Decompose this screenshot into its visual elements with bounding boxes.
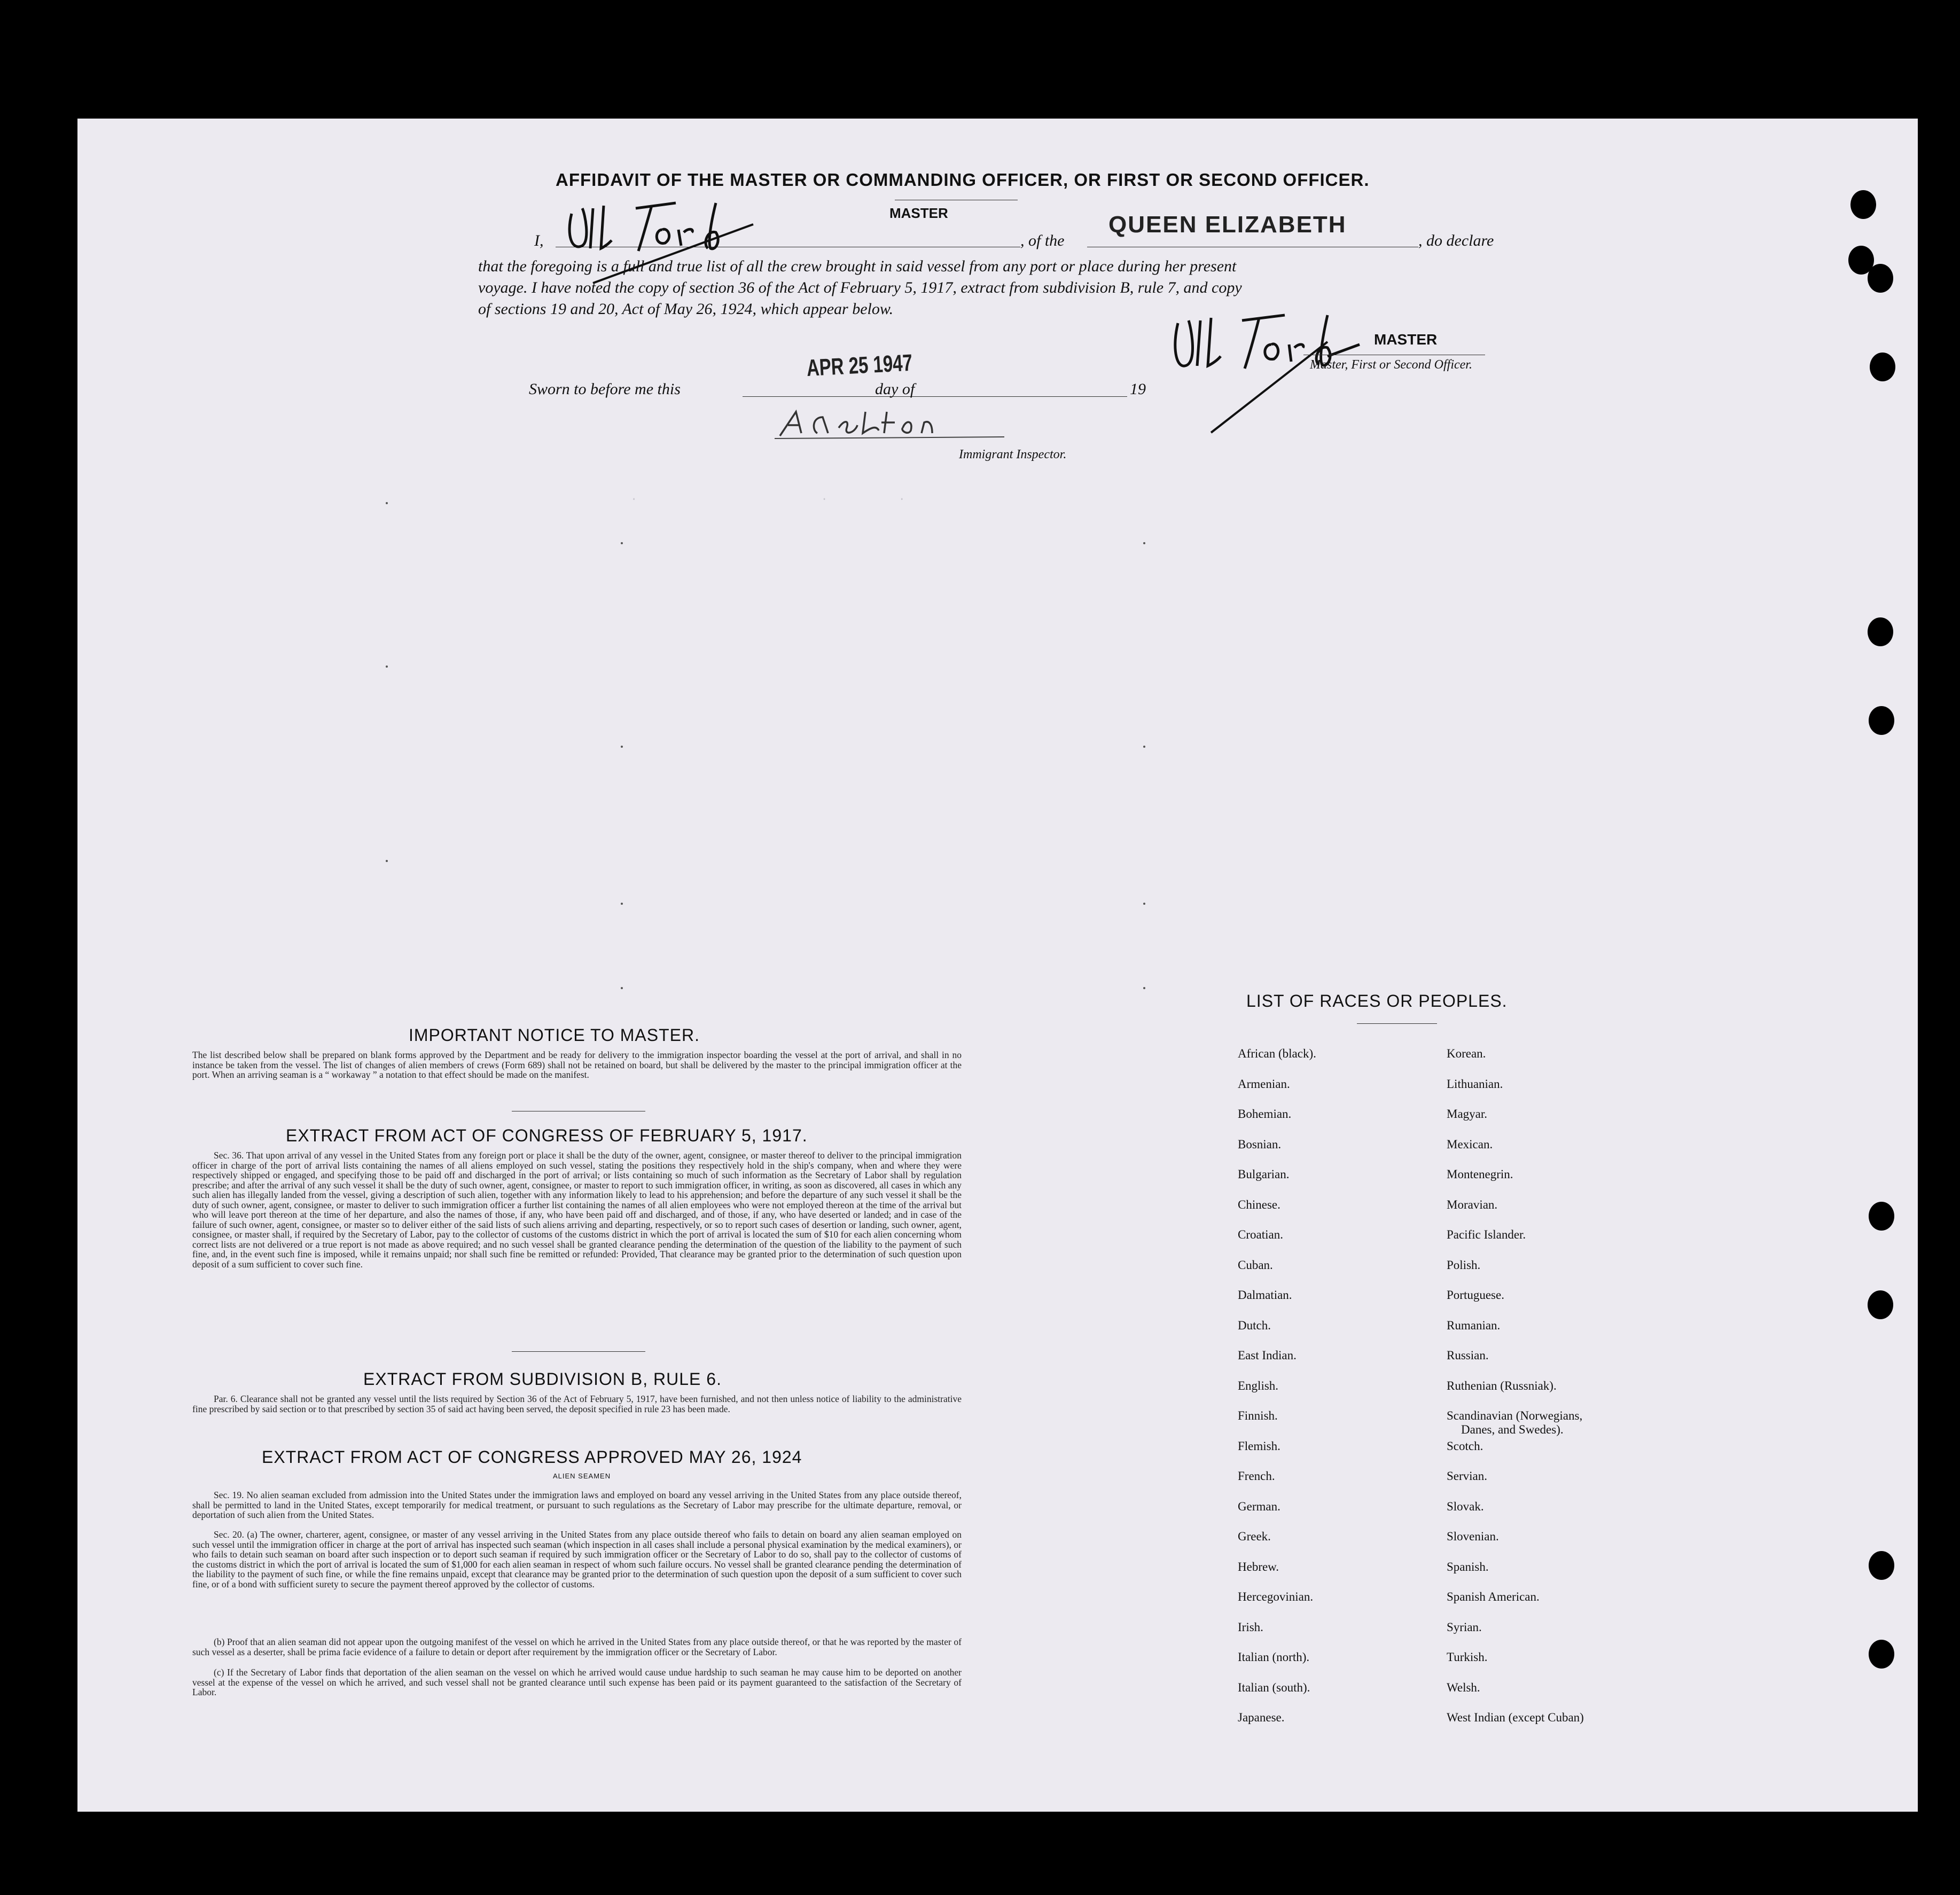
bleed-dot <box>386 502 388 504</box>
race-item: Armenian. <box>1238 1077 1290 1091</box>
declaration-line-3: of sections 19 and 20, Act of May 26, 1924, which appear below. <box>478 300 894 318</box>
race-item: Scandinavian (Norwegians, <box>1447 1409 1583 1422</box>
race-item: Dalmatian. <box>1238 1288 1292 1302</box>
race-item: Ruthenian (Russniak). <box>1447 1379 1557 1392</box>
race-item: Moravian. <box>1447 1197 1498 1211</box>
date-stamp: APR 25 1947 <box>806 349 913 381</box>
race-item: Croatian. <box>1238 1228 1283 1241</box>
race-item: Bosnian. <box>1238 1137 1282 1151</box>
race-item: Korean. <box>1447 1047 1486 1060</box>
act1924-title: EXTRACT FROM ACT OF CONGRESS APPROVED MAY 26, 1924 <box>262 1447 802 1467</box>
bleed-through-text: . . . <box>630 490 905 504</box>
bleed-dot <box>1143 987 1145 989</box>
race-item: Spanish. <box>1447 1560 1489 1573</box>
race-item: Greek. <box>1238 1530 1271 1543</box>
race-item: Finnish. <box>1238 1409 1278 1422</box>
race-item: Portuguese. <box>1447 1288 1504 1302</box>
race-item: French. <box>1238 1469 1275 1483</box>
race-item: African (black). <box>1238 1047 1316 1060</box>
race-item: English. <box>1238 1379 1279 1392</box>
race-item: Servian. <box>1447 1469 1488 1483</box>
i-label: I, <box>534 232 544 249</box>
master-label-2: MASTER <box>1374 331 1438 348</box>
inspector-signature <box>769 404 1010 441</box>
declaration-line-1: that the foregoing is a full and true list of all the crew brought in said vessel from any port or place during her present <box>478 257 1237 275</box>
of-the-label: , of the <box>1020 232 1065 249</box>
bleed-dot <box>386 665 388 668</box>
bleed-dot <box>621 542 623 544</box>
race-item: Bohemian. <box>1238 1107 1292 1121</box>
race-item: Italian (south). <box>1238 1680 1310 1694</box>
race-item: Bulgarian. <box>1238 1168 1290 1181</box>
race-item: Japanese. <box>1238 1711 1285 1724</box>
race-item: Pacific Islander. <box>1447 1228 1526 1241</box>
subdivision-text: Par. 6. Clearance shall not be granted any vessel until the lists required by Section 36 of the Act of February 5, 1917, have been furnished, and not then unless notice of liability to the administrative fine prescribed by said section or to that prescribed by section 35 of said act having been served, the deposit specified in rule 23 has been made. <box>192 1393 962 1414</box>
bleed-dot <box>1143 903 1145 905</box>
bleed-dot <box>386 860 388 862</box>
race-item: Flemish. <box>1238 1439 1280 1453</box>
do-declare-label: , do declare <box>1418 232 1494 249</box>
subdivision-title: EXTRACT FROM SUBDIVISION B, RULE 6. <box>363 1369 722 1389</box>
master-role-caption: Master, First or Second Officer. <box>1310 358 1472 372</box>
bleed-dot <box>1143 746 1145 748</box>
notice-text: The list described below shall be prepared on blank forms approved by the Department and be ready for delivery to the immigration inspector boarding the vessel at the port of arrival, and shall in no instance be taken from the vessel. The list of changes of alien members of crews (Form 689) shall not be retained on board, but shall be delivered by the master to the principal immigration officer at the port. When an arriving seaman is a “ workaway ” a notation to that effect should be made on the manifest. <box>192 1050 962 1080</box>
race-item: Montenegrin. <box>1447 1168 1513 1181</box>
race-item: Magyar. <box>1447 1107 1488 1121</box>
punch-hole <box>1869 1551 1894 1580</box>
race-item: Polish. <box>1447 1258 1481 1272</box>
punch-hole <box>1869 1640 1894 1669</box>
act1924-sec20c: (c) If the Secretary of Labor finds that deportation of the alien seaman on the vessel on which he arrived would cause undue hardship to such seaman he may cause him to be deported on another vessel at the expense of the vessel on which he arrived, and such vessel shall not be granted clearance until such expense has been paid or its payment guaranteed to the satisfaction of the Secretary of Labor. <box>192 1667 962 1697</box>
race-item: Welsh. <box>1447 1680 1480 1694</box>
punch-hole <box>1850 190 1876 219</box>
punch-hole <box>1870 353 1895 381</box>
punch-hole <box>1869 1202 1894 1231</box>
act1924-sec20b: (b) Proof that an alien seaman did not appear upon the outgoing manifest of the vessel on which he arrived in the United States from any place outside thereof, or that he was reported by the master of such vessel as a deserter, shall be prima facie evidence of a failure to detain or deport after requirement by the immigration officer or the Secretary of Labor. <box>192 1636 962 1657</box>
punch-hole <box>1868 264 1893 293</box>
race-item: Russian. <box>1447 1349 1489 1362</box>
races-title-underline <box>1357 1023 1437 1024</box>
year-prefix: 19 <box>1130 380 1146 398</box>
race-item: Slovak. <box>1447 1499 1484 1513</box>
bleed-dot <box>1143 542 1145 544</box>
race-scandinavian-cont: Danes, and Swedes). <box>1461 1423 1564 1436</box>
signature-text <box>566 224 568 225</box>
act1917-text: Sec. 36. That upon arrival of any vessel in the United States from any foreign port or place it shall be the duty of the owner, agent, consignee, or master thereof to deliver to the principal immigration officer in charge of the port of arrival lists containing the names of all aliens employed on such vessel, stating the positions they respectively hold in the ship's company, when and where they were respectively shipped or engaged, and specifying those to be paid off and discharged in the port of arrival; or lists containing so much of such information as the Secretary of Labor shall by regulation prescribe; and after the arrival of any such vessel it shall be the duty of such owner, agent, consignee, or master to report to such immigration officer, in writing, as soon as discovered, all cases in which any such alien has illegally landed from the vessel, giving a description of such alien, together with any information likely to lead to his apprehension; and before the departure of any such vessel it shall be the duty of such owner, agent, consignee, or master to deliver to such immigration officer a further list containing the names of all alien employees who were not employed thereon at the time of the arrival but who will leave port thereon at the time of her departure, and also the names of those, if any, who have been paid off and discharged, and of those, if any, who have deserted or landed; and in case of the failure of such owner, agent, consignee, or master so to deliver either of the said lists of such aliens arriving and departing, respectively, or so to report such cases of desertion or landing, such owner, agent, consignee, or master shall, if required by the Secretary of Labor, pay to the collector of customs of the customs district in which the port of arrival is located the sum of $10 for each alien concerning whom correct lists are not delivered or a true report is not made as above required; and no such vessel shall be granted clearance pending the determination of the question of the liability to the payment of such fine, and, in the event such fine is imposed, while it remains unpaid; nor shall such fine be remitted or refunded: Provided, That clearance may be granted prior to the determination of such question upon deposit of a sum sufficient to cover such fine. <box>192 1150 962 1270</box>
inspector-caption: Immigrant Inspector. <box>959 448 1067 461</box>
punch-hole <box>1868 617 1893 646</box>
race-item: Chinese. <box>1238 1197 1280 1211</box>
bleed-dot <box>621 903 623 905</box>
act1924-subtitle: ALIEN SEAMEN <box>553 1472 611 1480</box>
race-item: Hebrew. <box>1238 1560 1279 1573</box>
race-item: German. <box>1238 1499 1280 1513</box>
affidavit-title: AFFIDAVIT OF THE MASTER OR COMMANDING OFFICER, OR FIRST OR SECOND OFFICER. <box>556 170 1370 190</box>
race-item: Lithuanian. <box>1447 1077 1503 1091</box>
punch-hole <box>1869 706 1894 735</box>
sworn-line <box>743 396 1127 397</box>
race-item: Syrian. <box>1447 1620 1482 1634</box>
race-item: Dutch. <box>1238 1318 1271 1332</box>
bleed-dot <box>621 746 623 748</box>
act1924-sec19: Sec. 19. No alien seaman excluded from admission into the United States under the immigration laws and employed on board any vessel arriving in the United States from any place outside thereof, shall be permitted to land in the United States, except temporarily for medical treatment, or pursuant to such regulations as the Secretary of Labor may prescribe for the ultimate departure, removal, or deportation of such alien from the United States. <box>192 1490 962 1520</box>
race-item: West Indian (except Cuban) <box>1447 1711 1584 1724</box>
notice-title: IMPORTANT NOTICE TO MASTER. <box>409 1025 700 1045</box>
race-item: Turkish. <box>1447 1650 1488 1664</box>
race-item: Rumanian. <box>1447 1318 1501 1332</box>
declaration-line-2: voyage. I have noted the copy of section 36 of the Act of February 5, 1917, extract from subdivision B, rule 7, and copy <box>478 279 1242 296</box>
race-item: East Indian. <box>1238 1349 1297 1362</box>
punch-hole <box>1868 1290 1893 1319</box>
race-item: Hercegovinian. <box>1238 1590 1314 1603</box>
race-item: Spanish American. <box>1447 1590 1540 1603</box>
races-title: LIST OF RACES OR PEOPLES. <box>1246 991 1508 1011</box>
act1917-title: EXTRACT FROM ACT OF CONGRESS OF FEBRUARY 5, 1917. <box>286 1126 808 1145</box>
act1924-sec20a: Sec. 20. (a) The owner, charterer, agent, consignee, or master of any vessel arriving in the United States from any place outside thereof who fails to detain on board any alien seaman employed on such vessel until the immigration officer in charge at the port of arrival has inspected such seaman (which inspection in all cases shall include a personal physical examination by the medical examiners), or who fails to detain such seaman on board after such inspection or to deport such seaman if required by such immigration officer or the Secretary of Labor to do so, shall pay to the collector of customs of the customs district in which the port of arrival is located the sum of $1,000 for each alien seaman in respect of whom such failure occurs. No vessel shall be granted clearance pending the determination of the liability to the payment of such fine, or while the fine remains unpaid, except that clearance may be granted prior to the determination of such question upon the deposit of a sum sufficient to cover such fine, or of a bond with sufficient surety to secure the payment thereof approved by the collector of customs. <box>192 1529 962 1589</box>
race-item: Scotch. <box>1447 1439 1483 1453</box>
day-of-label: day of <box>875 380 915 398</box>
sworn-label: Sworn to before me this <box>529 380 681 398</box>
master-signature-2 <box>1167 307 1392 441</box>
bleed-dot <box>621 987 623 989</box>
race-item: Slovenian. <box>1447 1530 1499 1543</box>
race-item: Mexican. <box>1447 1137 1493 1151</box>
race-item: Cuban. <box>1238 1258 1273 1272</box>
vessel-name-stamp: QUEEN ELIZABETH <box>1108 212 1347 238</box>
master-label: MASTER <box>889 205 948 221</box>
race-item: Italian (north). <box>1238 1650 1310 1664</box>
race-item: Irish. <box>1238 1620 1263 1634</box>
section-divider <box>512 1351 645 1352</box>
